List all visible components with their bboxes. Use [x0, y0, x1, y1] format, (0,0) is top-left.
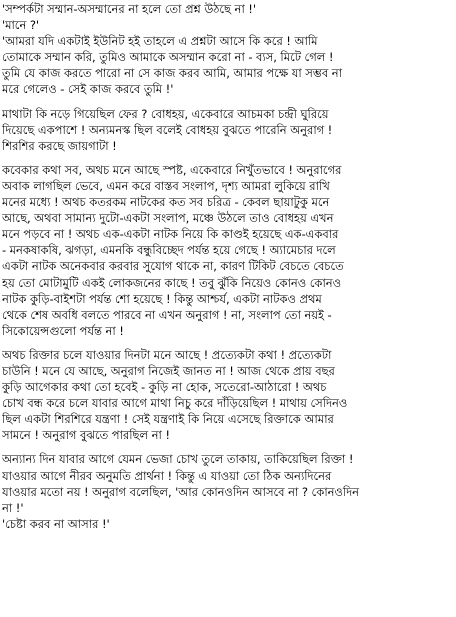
text-line: তোমাকে সম্মান করি, তুমিও আমাকে অসম্মান করো না - ব্যস, মিটে গেল !: [2, 50, 334, 65]
text-line: 'সম্পর্কটা সম্মান-অসম্মানের না হলে তো প্রশ্ন উঠছে না !': [2, 2, 256, 16]
paragraph-head-turn: [2, 106, 454, 154]
paragraph-dialogue: [2, 1, 454, 98]
text-line: মরে গেলেও - সেই কাজ করবে তুমি !': [2, 82, 174, 97]
text-line: চোখ বন্ধ করে চলে যাবার আগে মাথা নিচু করে দাঁড়িয়েছিল ! মাথায় সেদিনও: [2, 396, 348, 411]
text-line: 'চেষ্টা করব না আসার !': [2, 516, 110, 531]
text-line: যাওয়ার মতো নয় ! অনুরাগ বলেছিল, 'আর কোনওদিন আসবে না ? কোনওদিন: [2, 484, 359, 499]
text-line: দিয়েছে একপাশে ! অন্যমনস্ক ছিল বলেই বোধহয় বুঝতে পারেনি অনুরাগ !: [2, 122, 333, 137]
paragraph-farewell: [2, 451, 454, 531]
paragraph-gap: [2, 98, 454, 106]
text-line: সামনে ! অনুরাগ বুঝতে পারছিল না !: [2, 428, 170, 443]
text-line: মনে পড়বে না ! অথচ এক-একটা নাটক নিয়ে কি কাণ্ডই হয়েছে এক-একবার: [2, 227, 339, 242]
text-line: থেকে শেষ অবধি বলতে পারবে না এখন অনুরাগ ! না, সংলাপ তো নয়ই -: [2, 307, 332, 322]
text-line: ছিল একটা শিরশিরে যন্ত্রণা ! সেই যন্ত্রণাই কি নিয়ে এসেছে রিক্তাকে আমার: [2, 412, 334, 427]
text-line: একটা নাটক অনেকবার করবার সুযোগ থাকে না, কারণ টিকিট বেচতে বেচতে: [2, 259, 344, 274]
text-line: - মনকষাকষি, ঝগড়া, এমনকি বন্ধুবিচ্ছেদ পর্যন্ত হয়ে গেছে ! অ্যামেচার দলে: [2, 243, 336, 258]
text-line: অন্যান্য দিন যাবার আগে যেমন ভেজা চোখ তুলে তাকায়, তাকিয়েছিল রিক্তা !: [2, 452, 354, 467]
text-line: মনের মধ্যে ! অথচ কতরকম নাটকের কত সব চরিত্র - কেবল ছায়াটুকু মনে: [2, 195, 330, 210]
text-line: যাওয়ার আগে নীরব অনুমতি প্রার্থনা ! কিন্তু এ যাওয়া তো ঠিক অন্যদিনের: [2, 468, 332, 483]
paragraph-gap: [2, 339, 454, 347]
text-line: তুমি যে কাজ করতে পারো না সে কাজ করব আমি, আমার পক্ষে যা সম্ভব না: [2, 66, 342, 81]
text-line: না !': [2, 500, 24, 515]
paragraph-memory: [2, 162, 454, 339]
text-line: অবাক লাগছিল ভেবে, এমন করে বাস্তব সংলাপ, দৃশ্য আমরা লুকিয়ে রাখি: [2, 178, 330, 193]
text-line: 'মানে ?': [2, 18, 39, 33]
text-line: শিরশির করছে জায়গাটা !: [2, 138, 117, 153]
text-line: হয় তো মোটামুটি একই লোকজনের কাছে ! তবু ঝুঁকি নিয়েও কোনও কোনও: [2, 275, 342, 290]
text-line: আছে, অথবা সামান্য দুটো-একটা সংলাপ, মঞ্চে উঠলে তাও বোধহয় এখন: [2, 211, 334, 226]
text-line: 'আমরা যদি একটাই ইউনিট হই তাহলে এ প্রশ্নটা আসে কি করে ! আমি: [2, 34, 318, 49]
text-line: নাটক কুড়ি-বাইশটা পর্যন্ত শো হয়েছে ! কিন্তু আশ্চর্য, একটা নাটকও প্রথম: [2, 291, 322, 306]
text-line: চাউনি ! মনে যে আছে, অনুরাগ নিজেই জানত না ! আজ থেকে প্রায় বছর: [2, 363, 335, 378]
paragraph-rikta-leaving: [2, 347, 454, 444]
text-line: মাথাটা কি নড়ে গিয়েছিল ফের ? বোধহয়, একেবারে আচমকা চন্দ্রী ঘুরিয়ে: [2, 106, 329, 121]
paragraph-gap: [2, 154, 454, 162]
paragraph-gap: [2, 443, 454, 451]
text-line: অথচ রিক্তার চলে যাওয়ার দিনটা মনে আছে ! প্রত্যেকটা কথা ! প্রত্যেকটা: [2, 347, 332, 362]
document-page: [2, 1, 454, 615]
text-line: কুড়ি আগেকার কথা তো হবেই - কুড়ি না হোক, সতেরো-আঠারো ! অথচ: [2, 380, 327, 395]
text-line: সিকোয়েন্সগুলো পর্যন্ত না !: [2, 323, 124, 338]
text-line: কবেকার কথা সব, অথচ মনে আছে স্পষ্ট, একেবারে নিখুঁতভাবে ! অনুরাগের: [2, 162, 342, 177]
